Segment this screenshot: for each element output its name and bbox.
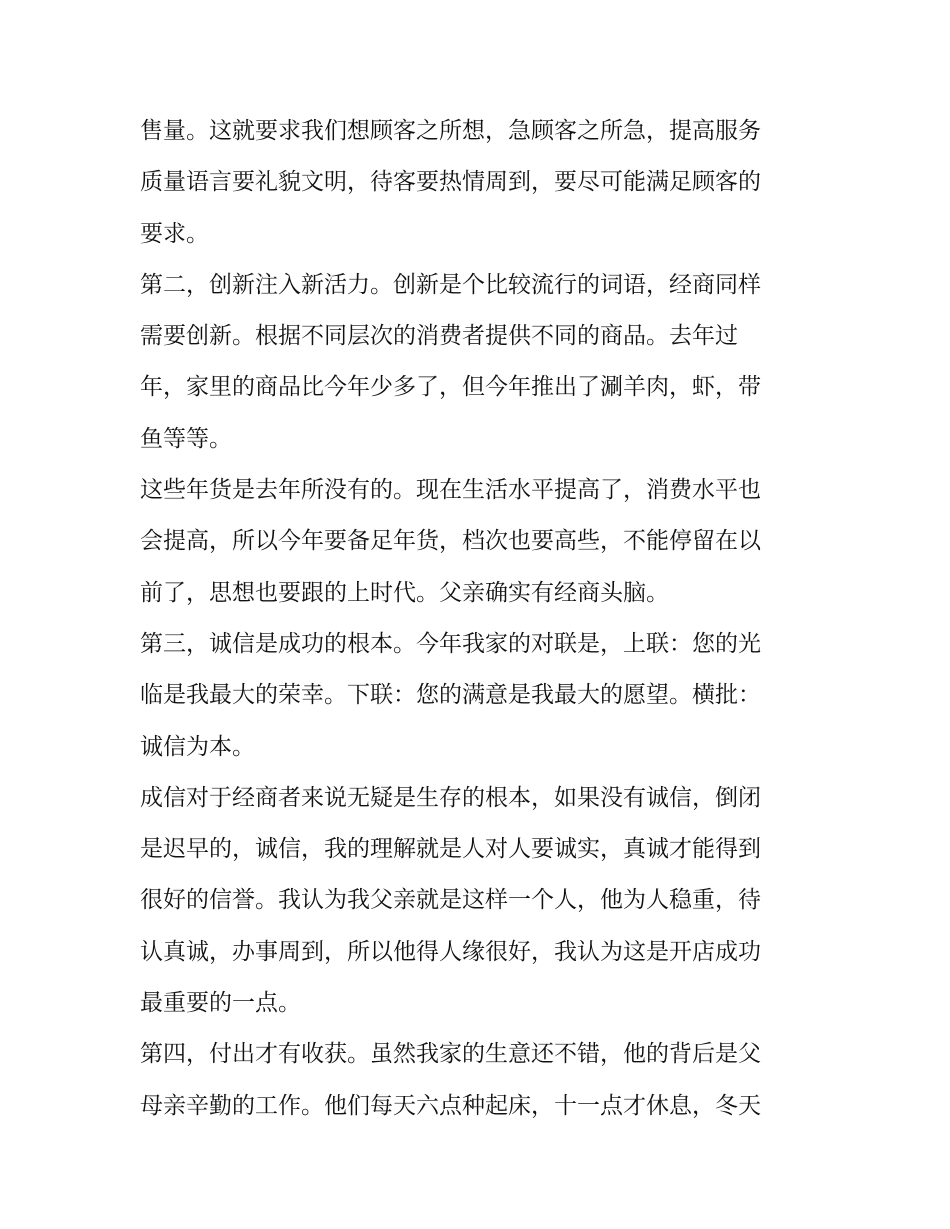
text-line: 质量语言要礼貌文明，待客要热情周到，要尽可能满足顾客的 <box>140 169 761 196</box>
text-line: 这些年货是去年所没有的。现在生活水平提高了，消费水平也 <box>140 477 761 504</box>
text-line: 临是我最大的荣幸。下联：您的满意是我最大的愿望。横批： <box>140 682 761 709</box>
text-line: 第四，付出才有收获。虽然我家的生意还不错，他的背后是父 <box>140 1041 761 1068</box>
text-line: 需要创新。根据不同层次的消费者提供不同的商品。去年过 <box>140 323 738 350</box>
text-line: 诚信为本。 <box>140 733 255 760</box>
text-line: 鱼等等。 <box>140 425 232 452</box>
text-line: 第二，创新注入新活力。创新是个比较流行的词语，经商同样 <box>140 271 761 298</box>
text-line: 前了，思想也要跟的上时代。父亲确实有经商头脑。 <box>140 579 669 606</box>
text-line: 年，家里的商品比今年少多了，但今年推出了涮羊肉，虾，带 <box>140 374 761 401</box>
text-line: 第三，诚信是成功的根本。今年我家的对联是，上联：您的光 <box>140 630 761 657</box>
text-line: 要求。 <box>140 220 209 247</box>
text-line: 最重要的一点。 <box>140 990 301 1017</box>
text-line: 很好的信誉。我认为我父亲就是这样一个人，他为人稳重，待 <box>140 887 761 914</box>
text-line: 会提高，所以今年要备足年货，档次也要高些，不能停留在以 <box>140 528 761 555</box>
text-line: 母亲辛勤的工作。他们每天六点种起床，十一点才休息，冬天 <box>140 1092 761 1119</box>
text-line: 成信对于经商者来说无疑是生存的根本，如果没有诚信，倒闭 <box>140 784 761 811</box>
body-text <box>140 106 820 1132</box>
text-line: 售量。这就要求我们想顾客之所想，急顾客之所急，提高服务 <box>140 118 761 144</box>
text-line: 认真诚，办事周到，所以他得人缘很好，我认为这是开店成功 <box>140 938 761 965</box>
text-line: 是迟早的，诚信，我的理解就是人对人要诚实，真诚才能得到 <box>140 836 761 863</box>
